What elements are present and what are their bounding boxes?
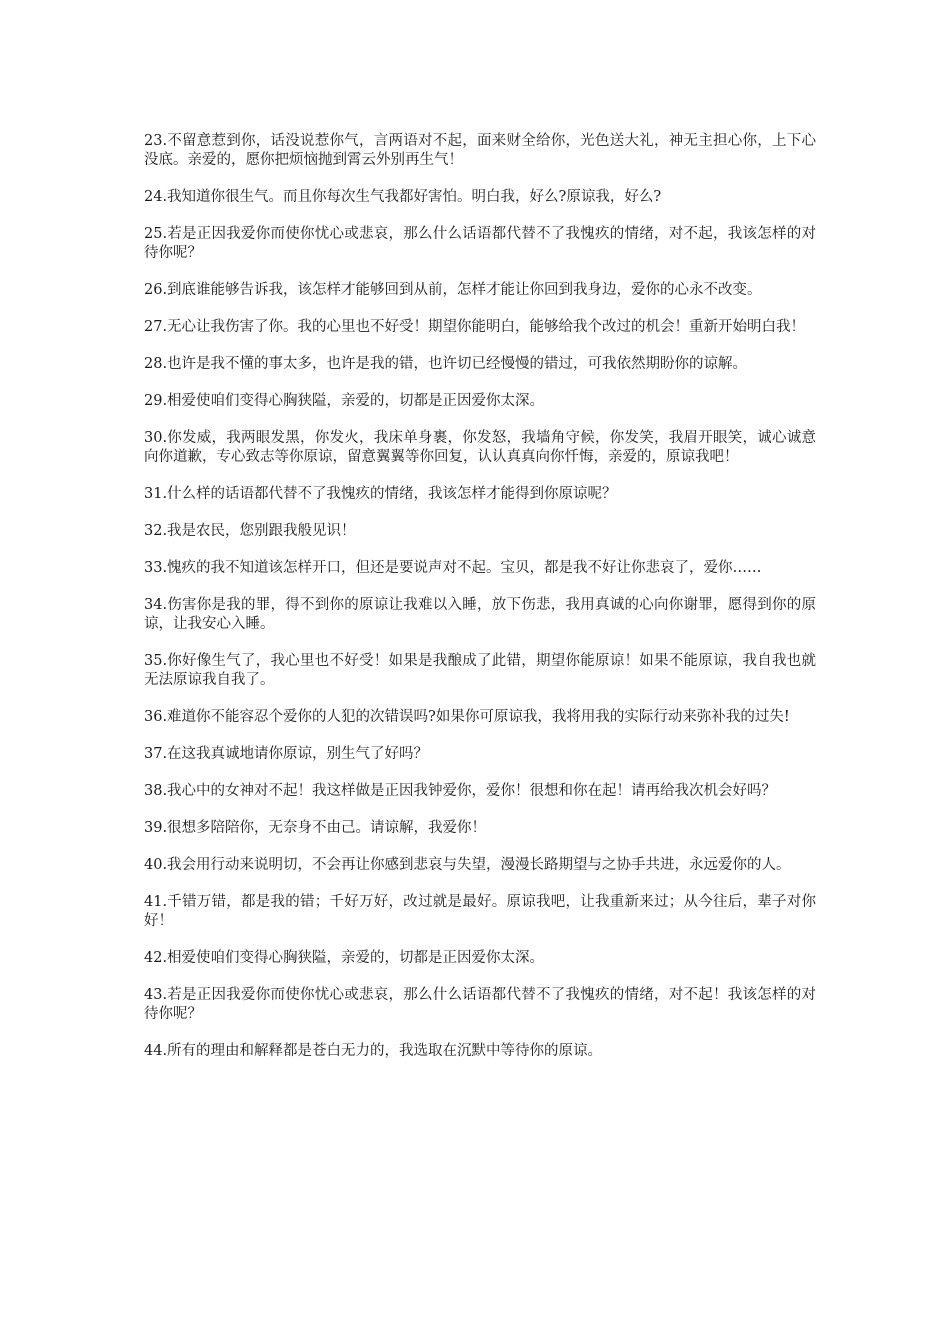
paragraph-35: 35.你好像生气了，我心里也不好受！如果是我酿成了此错，期望你能原谅！如果不能原谅，我自我也就无法原谅我自我了。 bbox=[144, 653, 816, 688]
paragraph-24: 24.我知道你很生气。而且你每次生气我都好害怕。明白我，好么?原谅我，好么? bbox=[144, 189, 662, 205]
paragraph-38: 38.我心中的女神对不起！我这样做是正因我钟爱你，爱你！很想和你在起！请再给我次机会好吗？ bbox=[144, 783, 777, 799]
paragraph-29: 29.相爱使咱们变得心胸狭隘，亲爱的，切都是正因爱你太深。 bbox=[144, 393, 545, 409]
paragraph-25: 25.若是正因我爱你而使你忧心或悲哀，那么什么话语都代替不了我愧疚的情绪，对不起，我该怎样的对待你呢？ bbox=[144, 226, 816, 261]
paragraph-43: 43.若是正因我爱你而使你忧心或悲哀，那么什么话语都代替不了我愧疚的情绪，对不起！我该怎样的对待你呢？ bbox=[144, 987, 816, 1022]
paragraph-39: 39.很想多陪陪你，无奈身不由己。请谅解，我爱你！ bbox=[144, 820, 487, 836]
paragraph-37: 37.在这我真诚地请你原谅，别生气了好吗？ bbox=[144, 746, 429, 762]
paragraph-36: 36.难道你不能容忍个爱你的人犯的次错误吗?如果你可原谅我，我将用我的实际行动来弥补我的过失! bbox=[144, 709, 790, 725]
paragraph-26: 26.到底谁能够告诉我，该怎样才能够回到从前，怎样才能让你回到我身边，爱你的心永不改变。 bbox=[144, 282, 762, 298]
paragraph-42: 42.相爱使咱们变得心胸狭隘，亲爱的，切都是正因爱你太深。 bbox=[144, 950, 545, 966]
paragraph-33: 33.愧疚的我不知道该怎样开口，但还是要说声对不起。宝贝，都是我不好让你悲哀了，爱你…… bbox=[144, 560, 762, 576]
paragraph-27: 27.无心让我伤害了你。我的心里也不好受！期望你能明白，能够给我个改过的机会！重新开始明白我！ bbox=[144, 319, 806, 335]
paragraph-32: 32.我是农民，您别跟我般见识！ bbox=[144, 523, 356, 539]
paragraph-23: 23.不留意惹到你，话没说惹你气，言两语对不起，面来财全给你，光色送大礼，神无主担心你，上下心没底。亲爱的，愿你把烦恼抛到霄云外别再生气！ bbox=[144, 133, 816, 168]
paragraph-28: 28.也许是我不懂的事太多，也许是我的错，也许切已经慢慢的错过，可我依然期盼你的谅解。 bbox=[144, 356, 748, 372]
document-body bbox=[144, 132, 816, 1079]
paragraph-40: 40.我会用行动来说明切，不会再让你感到悲哀与失望，漫漫长路期望与之协手共进，永远爱你的人。 bbox=[144, 857, 791, 873]
paragraph-34: 34.伤害你是我的罪，得不到你的原谅让我难以入睡，放下伤悲，我用真诚的心向你谢罪，愿得到你的原谅，让我安心入睡。 bbox=[144, 597, 816, 632]
paragraph-44: 44.所有的理由和解释都是苍白无力的，我选取在沉默中等待你的原谅。 bbox=[144, 1043, 603, 1059]
paragraph-30: 30.你发威，我两眼发黑，你发火，我床单身裹，你发怒，我墙角守候，你发笑，我眉开眼笑，诚心诚意向你道歉，专心致志等你原谅，留意翼翼等你回复，认认真真向你忏悔，亲爱的，原谅我吧！ bbox=[144, 430, 816, 465]
paragraph-41: 41.千错万错，都是我的错；千好万好，改过就是最好。原谅我吧，让我重新来过；从今往后，辈子对你好！ bbox=[144, 894, 816, 929]
paragraph-31: 31.什么样的话语都代替不了我愧疚的情绪，我该怎样才能得到你原谅呢？ bbox=[144, 486, 617, 502]
